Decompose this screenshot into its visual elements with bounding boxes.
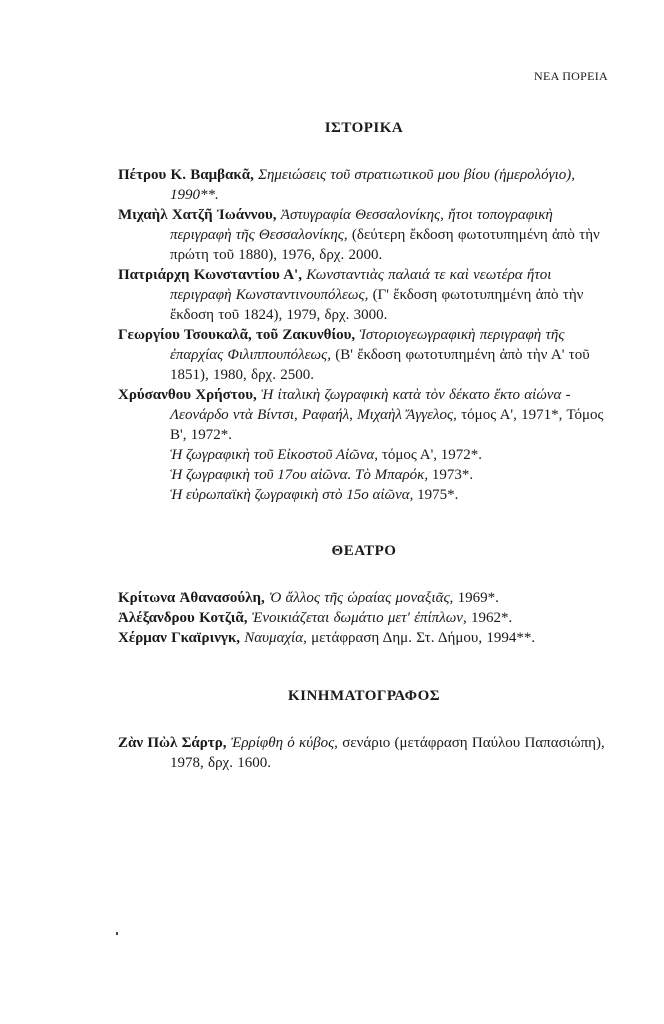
bibliography-entry (118, 265, 610, 325)
entry-title: Ἡ εὐρωπαϊκὴ ζωγραφικὴ στὸ 15ο αἰῶνα, (170, 487, 414, 503)
entry-author: Γεωργίου Τσουκαλᾶ, τοῦ Ζακυνθίου, (118, 327, 356, 343)
entry-author: Χρύσανθου Χρήστου, (118, 387, 257, 403)
scan-speck (116, 932, 118, 935)
bibliography-entry (118, 205, 610, 265)
bibliography-page (118, 118, 610, 773)
entry-title: Ἀστυγραφία Θεσσαλονίκης, ἤτοι τοπογραφικὴ περιγραφὴ τῆς Θεσσαλονίκης, (170, 207, 553, 243)
entry-title: Κωνσταντιὰς παλαιά τε καὶ νεωτέρα ἤτοι περιγραφὴ Κωνσταντινουπόλεως, (170, 267, 552, 303)
entry-details: 1969*. (457, 590, 499, 606)
entry-author: Πατριάρχη Κωνσταντίου Α', (118, 267, 302, 283)
bibliography-continuation (118, 445, 610, 465)
entry-author: Ἀλέξανδρου Κοτζιᾶ, (118, 610, 248, 626)
entry-title: Ἐνοικιάζεται δωμάτιο μετ' ἐπίπλων, (251, 610, 467, 626)
bibliography-entry (118, 733, 610, 773)
entry-title: Ἱστοριογεωγραφικὴ περιγραφὴ τῆς ἐπαρχίας Φιλιππουπόλεως, (170, 327, 565, 363)
entry-title: Ἡ ζωγραφικὴ τοῦ Εἰκοστοῦ Αἰῶνα, (170, 447, 379, 463)
entry-author: Κρίτωνα Ἀθανασούλη, (118, 590, 265, 606)
section-title-theatro: ΘΕΑΤΡΟ (331, 543, 397, 559)
bibliography-continuation (118, 465, 610, 485)
entry-details: 1973*. (431, 467, 474, 483)
section-title-historika: ΙΣΤΟΡΙΚΑ (324, 120, 404, 136)
running-header: ΝΕΑ ΠΟΡΕΙΑ (534, 69, 608, 83)
bibliography-entry (118, 628, 610, 648)
entry-details: 1975*. (417, 487, 459, 503)
bibliography-entry (118, 588, 610, 608)
entry-details: (δεύτερη ἔκδοση φωτοτυπημένη ἀπὸ τὴν πρώτη τοῦ 1880), 1976, δρχ. 2000. (170, 227, 600, 263)
entry-title: Ἡ ζωγραφικὴ τοῦ 17ου αἰῶνα. Τὸ Μπαρόκ, (170, 467, 429, 483)
entry-author: Πέτρου Κ. Βαμβακᾶ, (118, 167, 254, 183)
entry-details: (Β' ἔκδοση φωτοτυπημένη ἀπὸ τὴν Α' τοῦ 1851), 1980, δρχ. 2500. (170, 347, 590, 383)
entry-title: Ἐρρίφθη ὁ κύβος, (230, 735, 338, 751)
bibliography-entry (118, 325, 610, 385)
entry-author: Μιχαὴλ Χατζῆ Ἰωάννου, (118, 207, 277, 223)
bibliography-entry (118, 165, 610, 205)
section-title-kinimatografos: ΚΙΝΗΜΑΤΟΓΡΑΦΟΣ (287, 688, 441, 704)
bibliography-entry (118, 385, 610, 445)
entry-title: Σημειώσεις τοῦ στρατιωτικοῦ μου βίου (ἡμερολόγιο), 1990**. (170, 167, 575, 203)
entry-title: Ἡ ἰταλικὴ ζωγραφικὴ κατὰ τὸν δέκατο ἕκτο αἰώνα - Λεονάρδο ντὰ Βίντσι, Ραφαήλ, Μιχαὴλ Ἄγγελος, (170, 387, 571, 423)
entry-author: Χέρμαν Γκαϊρινγκ, (118, 630, 241, 646)
entry-details: μετάφραση Δημ. Στ. Δήμου, 1994**. (311, 630, 536, 646)
entry-author: Ζὰν Πὼλ Σάρτρ, (118, 735, 227, 751)
entry-details: σενάριο (μετάφραση Παύλου Παπασιώπη), 1978, δρχ. 1600. (170, 735, 605, 771)
entry-details: τόμος Α', 1972*. (381, 447, 483, 463)
bibliography-continuation (118, 485, 610, 505)
entry-title: Ναυμαχία, (244, 630, 307, 646)
bibliography-entry (118, 608, 610, 628)
entry-details: 1962*. (470, 610, 513, 626)
entry-title: Ὁ ἄλλος τῆς ὡραίας μοναξιᾶς, (269, 590, 454, 606)
entry-details: τόμος Α', 1971*, Τόμος Β', 1972*. (170, 407, 604, 443)
entry-details: (Γ' ἔκδοση φωτοτυπημένη ἀπὸ τὴν ἔκδοση τοῦ 1824), 1979, δρχ. 3000. (170, 287, 584, 323)
